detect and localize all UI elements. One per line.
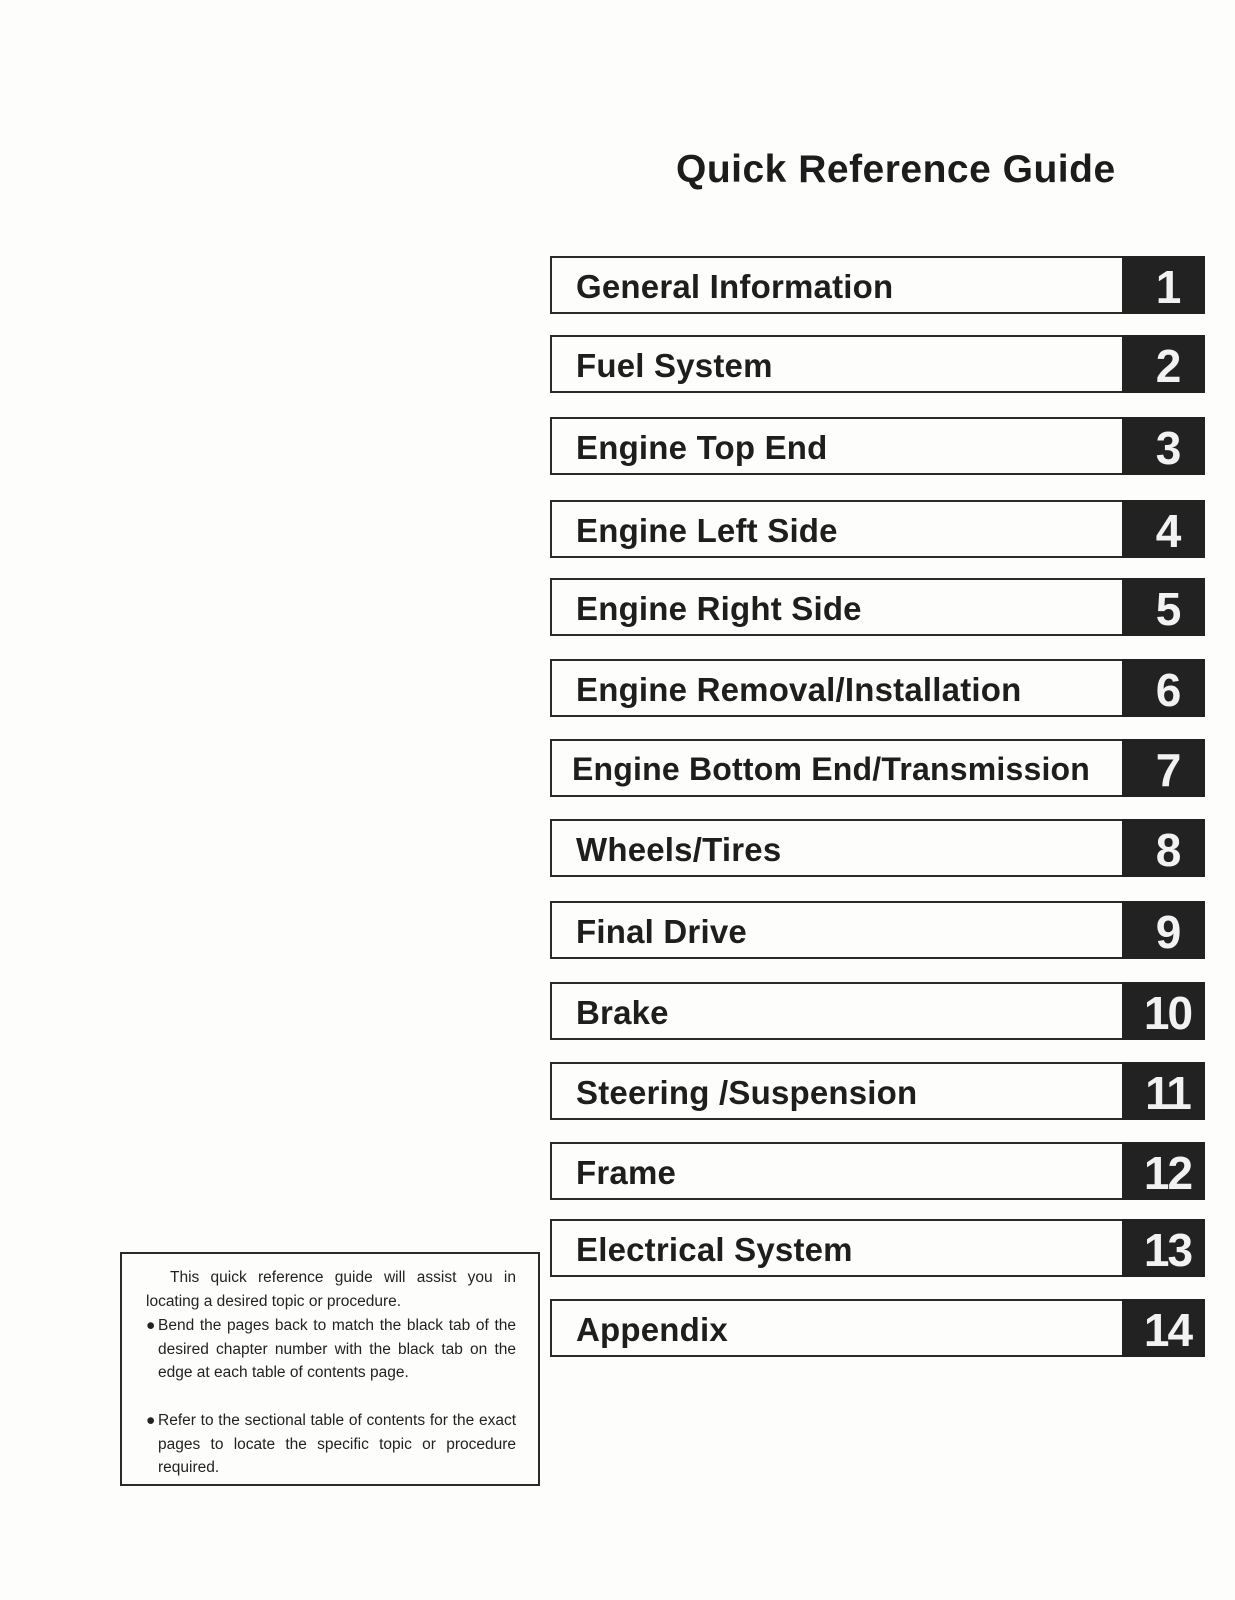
chapter-tab[interactable] (1122, 256, 1205, 314)
chapter-tab[interactable] (1122, 500, 1205, 558)
chapter-item-engine-removal-installation[interactable] (550, 659, 1205, 717)
instructions-bullet (146, 1409, 516, 1480)
chapter-label: Engine Bottom End/Transmission (572, 751, 1091, 787)
chapter-tab[interactable] (1122, 982, 1205, 1040)
chapter-number: 3 (1155, 422, 1180, 474)
chapter-tab[interactable] (1122, 1299, 1205, 1357)
chapter-tab[interactable] (1122, 578, 1205, 636)
chapter-tab[interactable] (1122, 417, 1205, 475)
chapter-number: 4 (1155, 505, 1180, 557)
chapter-item-wheels-tires[interactable] (550, 819, 1205, 877)
chapter-item-appendix[interactable] (550, 1299, 1205, 1357)
chapter-label: Final Drive (576, 913, 747, 950)
chapter-tab[interactable] (1122, 659, 1205, 717)
chapter-label-box (550, 901, 1126, 959)
chapter-item-general-information[interactable] (550, 256, 1205, 314)
chapter-number: 13 (1143, 1224, 1192, 1276)
chapter-label: General Information (576, 268, 894, 305)
instructions-bullet (146, 1314, 516, 1385)
chapter-label: Fuel System (576, 347, 773, 384)
chapter-label: Frame (576, 1154, 677, 1191)
chapter-label-box (550, 1219, 1126, 1277)
chapter-number: 11 (1145, 1067, 1190, 1119)
chapter-label: Appendix (576, 1311, 728, 1348)
chapter-item-engine-left-side[interactable] (550, 500, 1205, 558)
chapter-item-brake[interactable] (550, 982, 1205, 1040)
chapter-tab[interactable] (1122, 1219, 1205, 1277)
chapter-tab[interactable] (1122, 901, 1205, 959)
chapter-label-box (550, 819, 1126, 877)
chapter-item-electrical-system[interactable] (550, 1219, 1205, 1277)
instructions-bullet-text: Bend the pages back to match the black tab of the desired chapter number with the black tab on the edge at each table of contents page. (158, 1317, 516, 1382)
chapter-label: Brake (576, 994, 669, 1031)
chapter-label-box (550, 578, 1126, 636)
chapter-label-box (550, 335, 1126, 393)
chapter-item-engine-top-end[interactable] (550, 417, 1205, 475)
chapter-label-box (550, 1299, 1126, 1357)
chapter-tab[interactable] (1122, 1062, 1205, 1120)
chapter-label-box (550, 256, 1126, 314)
chapter-number: 14 (1143, 1304, 1192, 1356)
chapter-number: 10 (1143, 987, 1192, 1039)
chapter-tab[interactable] (1122, 335, 1205, 393)
chapter-label: Wheels/Tires (576, 831, 782, 868)
chapter-number: 1 (1155, 261, 1180, 313)
chapter-label-box (550, 1142, 1126, 1200)
chapter-number: 9 (1155, 906, 1180, 958)
chapter-number: 8 (1155, 824, 1180, 876)
chapter-tab[interactable] (1122, 819, 1205, 877)
chapter-number: 6 (1155, 664, 1180, 716)
chapter-item-final-drive[interactable] (550, 901, 1205, 959)
chapter-item-engine-bottom-end-transmission[interactable] (550, 739, 1205, 797)
chapter-item-engine-right-side[interactable] (550, 578, 1205, 636)
bullet-icon: ● (146, 1317, 156, 1334)
bullet-icon: ● (146, 1412, 156, 1429)
chapter-label: Engine Removal/Installation (576, 671, 1022, 708)
chapter-number: 12 (1143, 1147, 1192, 1199)
chapter-number: 5 (1155, 583, 1180, 635)
chapter-label: Engine Right Side (576, 590, 862, 627)
instructions-box (120, 1252, 540, 1486)
chapter-label: Electrical System (576, 1231, 853, 1268)
chapter-item-frame[interactable] (550, 1142, 1205, 1200)
page-title: Quick Reference Guide (676, 148, 1116, 191)
chapter-label: Steering /Suspension (576, 1074, 918, 1111)
chapter-label-box (550, 1062, 1126, 1120)
instructions-bullet-text: Refer to the sectional table of contents for the exact pages to locate the specific topic or procedure required. (158, 1412, 516, 1477)
chapter-number: 2 (1155, 340, 1180, 392)
chapter-number: 7 (1155, 744, 1180, 796)
chapter-label-box (550, 982, 1126, 1040)
chapter-label-box (550, 417, 1126, 475)
chapter-label-box (550, 659, 1126, 717)
chapter-item-fuel-system[interactable] (550, 335, 1205, 393)
chapter-label-box (550, 739, 1126, 797)
chapter-item-steering-suspension[interactable] (550, 1062, 1205, 1120)
chapter-tab[interactable] (1122, 1142, 1205, 1200)
chapter-label-box (550, 500, 1126, 558)
chapter-label: Engine Top End (576, 429, 828, 466)
instructions-intro: This quick reference guide will assist you in locating a desired topic or procedure. (146, 1269, 516, 1310)
chapter-label: Engine Left Side (576, 512, 838, 549)
chapter-tab[interactable] (1122, 739, 1205, 797)
